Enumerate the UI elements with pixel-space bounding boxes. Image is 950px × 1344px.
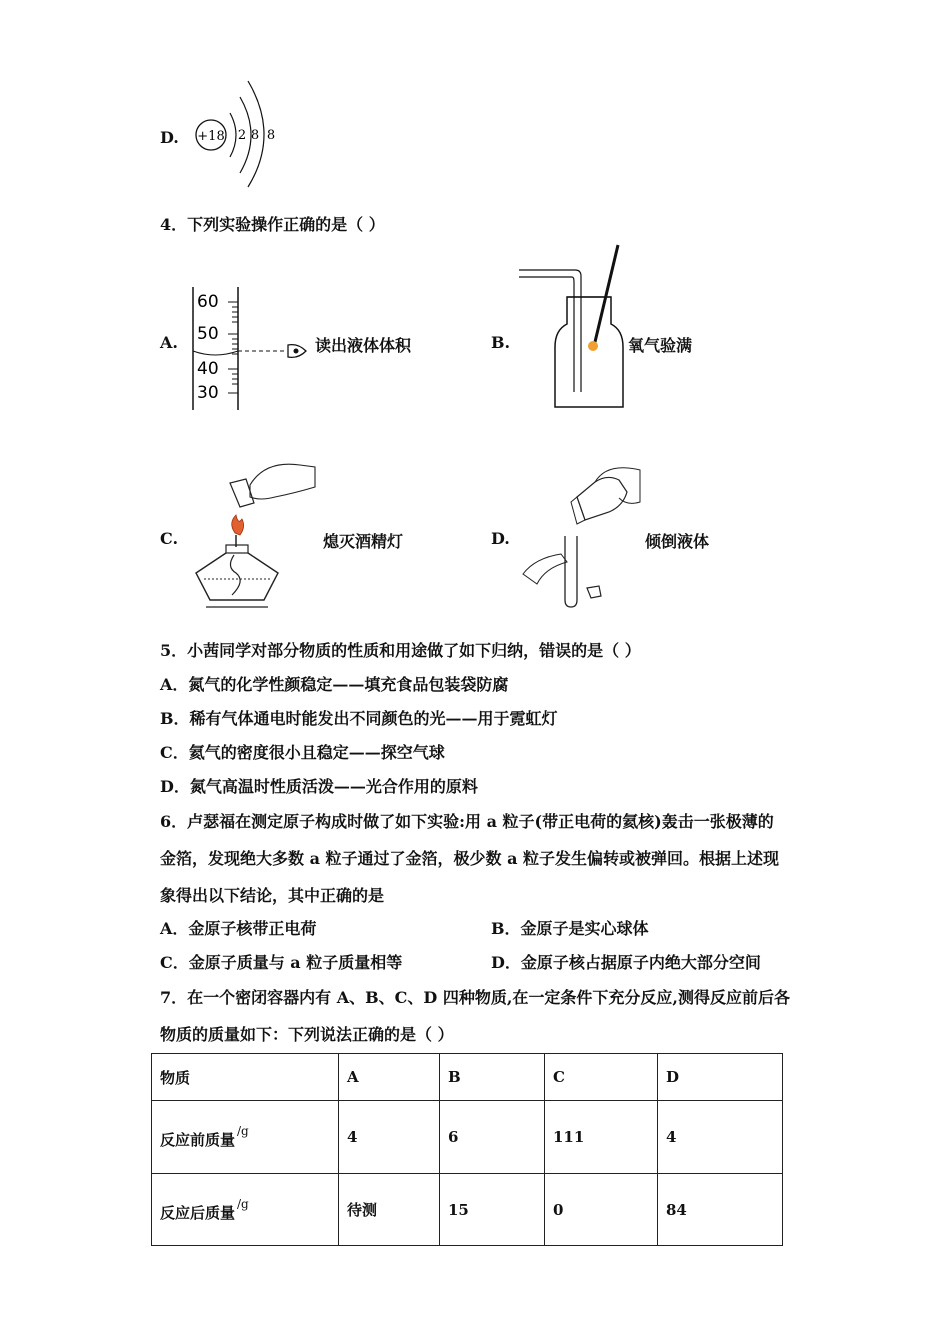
table-header-row: [152, 1054, 783, 1101]
holding-hand-icon: [523, 554, 567, 584]
bottle-stopper-icon: [587, 586, 601, 598]
table-row-label: [152, 1101, 339, 1174]
alcohol-lamp-diagram: [190, 455, 325, 610]
table-header-cell: 物质: [152, 1054, 339, 1101]
q7-stem-line-1: 7．在一个密闭容器内有 A、B、C、D 四种物质,在一定条件下充分反应,测得反应前后各: [160, 988, 790, 1007]
unit-label: /g: [237, 1196, 249, 1211]
scale-label-40: 40: [197, 359, 219, 379]
table-row-label: [152, 1174, 339, 1246]
shell-2-electrons: 8: [250, 128, 260, 143]
table-header-cell: B: [440, 1054, 545, 1101]
unit-label: /g: [237, 1124, 249, 1138]
shell-3-electrons: 8: [266, 128, 276, 143]
table-cell: 84: [658, 1174, 783, 1246]
graduated-cylinder-diagram: [188, 285, 313, 415]
pouring-liquid-diagram: [515, 462, 645, 612]
table-cell: 6: [440, 1101, 545, 1174]
oxygen-bottle-diagram: [515, 242, 630, 417]
q4-option-b-letter: B.: [491, 333, 511, 352]
table-header-cell: C: [545, 1054, 658, 1101]
q7-stem-line-2: 物质的质量如下：下列说法正确的是（ ）: [160, 1025, 454, 1044]
scale-label-50: 50: [197, 324, 219, 344]
q6-stem-line-3: 象得出以下结论，其中正确的是: [160, 886, 385, 905]
table-cell: 4: [339, 1101, 440, 1174]
test-tube-icon: [565, 536, 577, 607]
table-row: [152, 1101, 783, 1174]
q6-stem-line-1: 6．卢瑟福在测定原子构成时做了如下实验:用 a 粒子(带正电荷的氦核)轰击一张极薄的: [160, 812, 774, 831]
q4-option-b-caption: 氧气验满: [628, 336, 693, 355]
q5-stem: 5．小茜同学对部分物质的性质和用途做了如下归纳，错误的是（ ）: [160, 641, 641, 660]
table-cell: 待测: [339, 1174, 440, 1246]
flame-icon: [232, 515, 244, 535]
q5-option-c: C．氦气的密度很小且稳定——探空气球: [160, 743, 445, 762]
scale-label-60: 60: [197, 292, 219, 312]
q4-option-c-letter: C.: [160, 529, 179, 548]
row-label-text: 反应前质量: [160, 1131, 236, 1149]
q6-option-a: A．金原子核带正电荷: [160, 919, 317, 938]
electron-shell-1: [230, 113, 236, 157]
q4-option-a-letter: A.: [160, 333, 178, 352]
table-header-cell: D: [658, 1054, 783, 1101]
lamp-cap-icon: [230, 479, 254, 507]
shell-1-electrons: 2: [237, 128, 247, 143]
table-cell: 111: [545, 1101, 658, 1174]
q4-option-d-letter: D.: [491, 529, 510, 548]
table-cell: 4: [658, 1101, 783, 1174]
hand-icon: [250, 464, 315, 499]
q6-option-b: B．金原子是实心球体: [491, 919, 649, 938]
q6-option-c: C．金原子质量与 a 粒子质量相等: [160, 953, 403, 972]
q4-option-c-caption: 熄灭酒精灯: [323, 532, 404, 551]
nucleus-charge: +18: [197, 129, 225, 144]
q6-option-d: D．金原子核占据原子内绝大部分空间: [491, 953, 761, 972]
q5-option-d: D．氮气高温时性质活泼——光合作用的原料: [160, 777, 478, 796]
q4-stem: 4．下列实验操作正确的是（ ）: [160, 215, 385, 234]
row-label-text: 反应后质量: [160, 1203, 236, 1222]
q5-option-b: B．稀有气体通电时能发出不同颜色的光——用于霓虹灯: [160, 709, 558, 728]
table-row: [152, 1174, 783, 1246]
scale-label-30: 30: [197, 383, 219, 403]
mass-table: [151, 1053, 783, 1246]
table-cell: 0: [545, 1174, 658, 1246]
hand-icon: [595, 468, 640, 504]
q3-option-d-letter: D.: [160, 128, 179, 147]
atom-structure-diagram: [190, 75, 290, 190]
q4-option-a-caption: 读出液体体积: [315, 336, 412, 355]
table-cell: 15: [440, 1174, 545, 1246]
table-header-cell: A: [339, 1054, 440, 1101]
q5-option-a: A．氮气的化学性颜稳定——填充食品包装袋防腐: [160, 675, 509, 694]
q6-stem-line-2: 金箔，发现绝大多数 a 粒子通过了金箔，极少数 a 粒子发生偏转或被弹回。根据上述现: [160, 849, 780, 868]
q4-option-d-caption: 倾倒液体: [645, 532, 710, 551]
